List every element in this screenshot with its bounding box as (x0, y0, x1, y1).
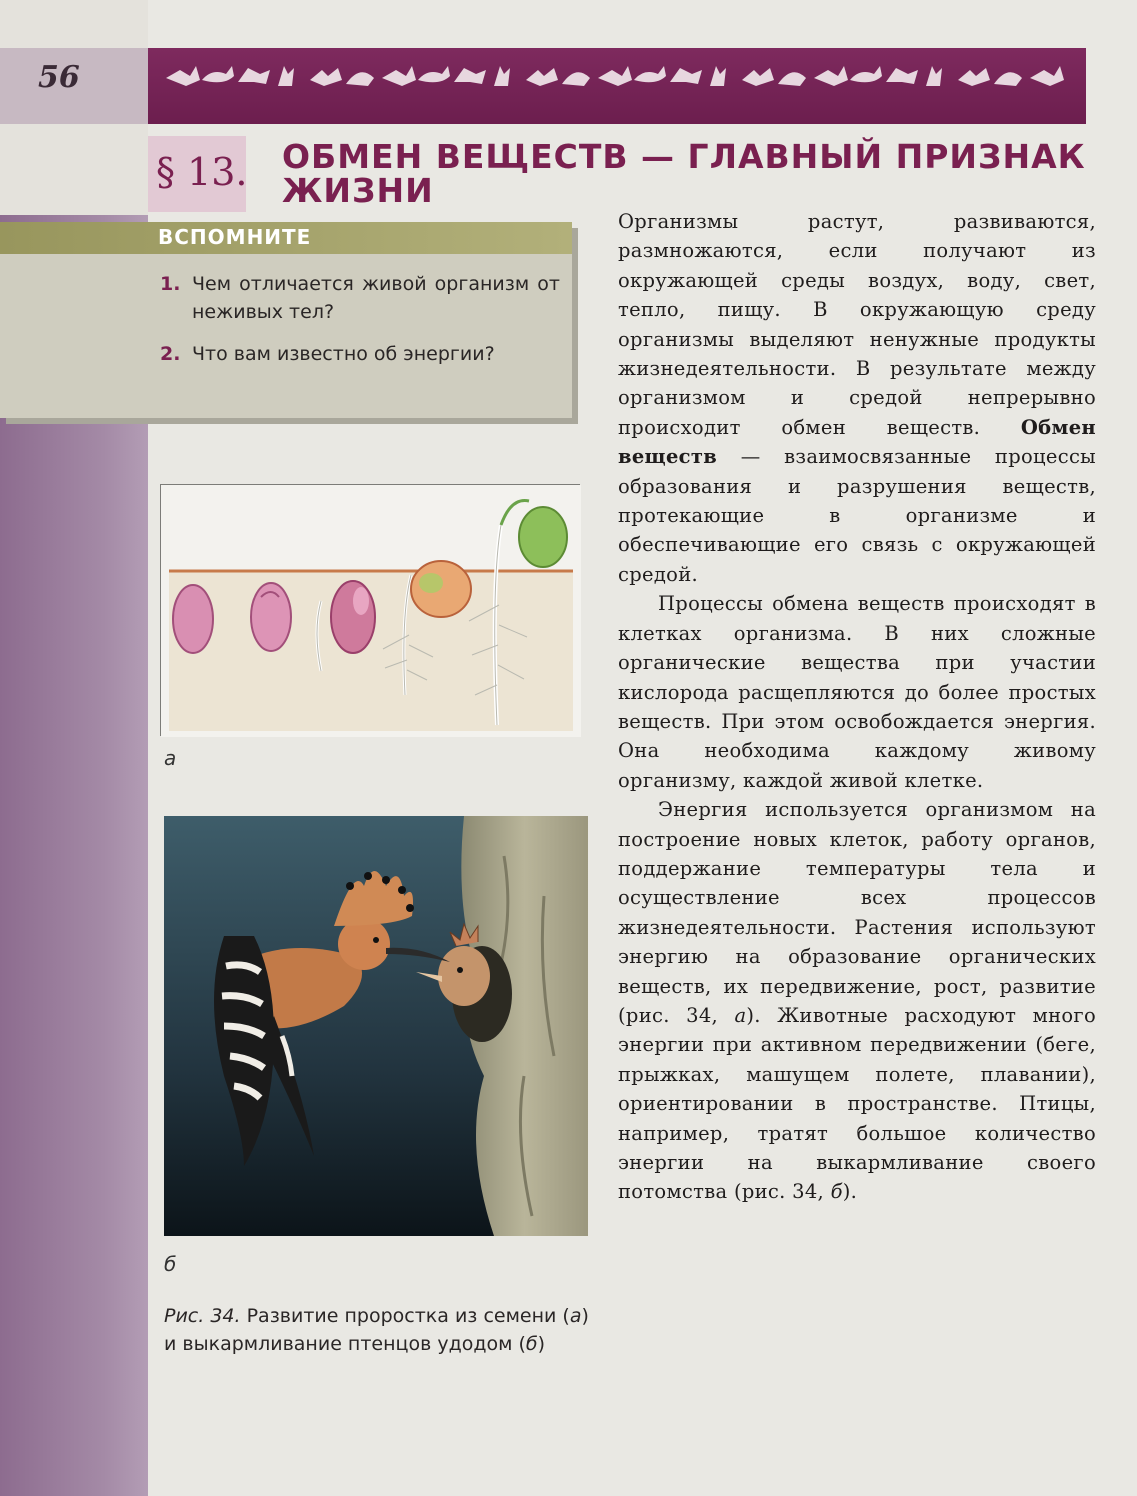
animal-silhouette-icon (710, 66, 726, 86)
animal-silhouette-icon (634, 66, 666, 82)
recall-list (160, 270, 560, 382)
paragraph-1-start: Организмы растут, развиваются, размножаются, если получают из окружающей среды воздух, воду, свет, тепло, пищу. В окружающую среду организмы выделяют ненужные продукты жизнедеятельности. В результате между организмом и средой непрерывно происходит обмен веществ. (618, 210, 1096, 439)
recall-item-number: 2. (160, 343, 181, 365)
animal-silhouettes-icon (166, 58, 1066, 94)
animal-silhouette-icon (202, 66, 234, 82)
figure-a-seed-germination (160, 484, 580, 736)
animal-silhouette-icon (526, 68, 558, 86)
animal-silhouette-icon (238, 68, 270, 84)
hoopoe-feeding-illustration (164, 816, 588, 1236)
section-number: § 13. (156, 150, 248, 194)
animal-silhouette-icon (166, 66, 200, 86)
caption-b: б (525, 1333, 538, 1355)
animal-silhouette-icon (742, 68, 774, 86)
animal-silhouette-icon (926, 66, 942, 86)
figure-b-hoopoe-photo (164, 816, 588, 1236)
recall-box (0, 222, 572, 418)
body-text (618, 207, 1096, 1207)
paragraph-3-mid: ). Животные расходуют много энергии при активном передвижении (беге, прыжках, машущем полете, плавании), ориентировании в пространстве. Птицы, например, тратят большое количество энергии на выкармливание своего потомства (рис. 34, (618, 1003, 1096, 1204)
recall-title: ВСПОМНИТЕ (158, 225, 312, 249)
caption-text-3: ) (537, 1333, 546, 1355)
animal-silhouette-icon (670, 68, 702, 84)
animal-silhouette-icon (454, 68, 486, 84)
animal-silhouette-icon (850, 66, 882, 82)
recall-item-number: 1. (160, 273, 181, 295)
page-title: ОБМЕН ВЕЩЕСТВ — ГЛАВНЫЙ ПРИЗНАК ЖИЗНИ (282, 137, 1086, 210)
seed-germination-illustration (161, 485, 581, 737)
page-number: 56 (38, 60, 80, 95)
animal-silhouette-icon (382, 66, 416, 86)
recall-item (160, 270, 560, 326)
caption-prefix: Рис. 34. (164, 1305, 241, 1327)
animal-silhouette-icon (814, 66, 848, 86)
animal-silhouette-icon (1030, 66, 1064, 86)
paragraph-1-end: — взаимосвязанные процессы образования и разрушения веществ, протекающие в организме и обеспечивающие его связь с окружающей средой. (618, 445, 1096, 586)
paragraph-3 (618, 795, 1096, 1207)
term-metabolism: Обмен веществ (618, 415, 1096, 469)
paragraph-1 (618, 207, 1096, 589)
animal-strip-graphic (166, 58, 1066, 94)
recall-item-text: Чем отличается живой организм от неживых тел? (192, 273, 560, 323)
animal-silhouette-icon (310, 68, 342, 86)
animal-silhouette-icon (346, 72, 374, 86)
figure-a-label: а (164, 746, 177, 770)
paragraph-2: Процессы обмена веществ происходят в клетках организма. В них сложные органические вещества при участии кислорода расщепляются до более простых веществ. При этом освобождается энергия. Она необходима каждому живому организму, каждой живой клетке. (618, 592, 1096, 792)
recall-item-text: Что вам известно об энергии? (192, 343, 495, 365)
animal-silhouette-icon (278, 66, 294, 86)
paragraph-3-start: Энергия используется организмом на построение новых клеток, работу органов, поддержание температуры тела и осуществление всех процессов жизнедеятельности. Растения используют энергию на образование органических веществ, их передвижение, рост, развитие (рис. 34, (618, 798, 1096, 1027)
paragraph-3-end: ). (842, 1180, 858, 1204)
header-band (148, 48, 1086, 124)
animal-silhouette-icon (562, 72, 590, 86)
figure-caption (164, 1302, 594, 1358)
animal-silhouette-icon (494, 66, 510, 86)
caption-text-1: Развитие проростка из семени ( (240, 1305, 570, 1327)
animal-silhouette-icon (958, 68, 990, 86)
animal-silhouette-icon (418, 66, 450, 82)
animal-silhouette-icon (886, 68, 918, 84)
animal-silhouette-icon (778, 72, 806, 86)
paragraph-3-ref-b: б (830, 1180, 843, 1204)
animal-silhouette-icon (598, 66, 632, 86)
caption-a: а (569, 1305, 582, 1327)
caption-text-2: ) и выкармливание птенцов удодом ( (164, 1305, 589, 1355)
figure-b-label: б (164, 1252, 177, 1276)
animal-silhouette-icon (994, 72, 1022, 86)
recall-item (160, 340, 560, 368)
recall-header (0, 222, 572, 254)
paragraph-3-ref-a: а (734, 1003, 747, 1027)
